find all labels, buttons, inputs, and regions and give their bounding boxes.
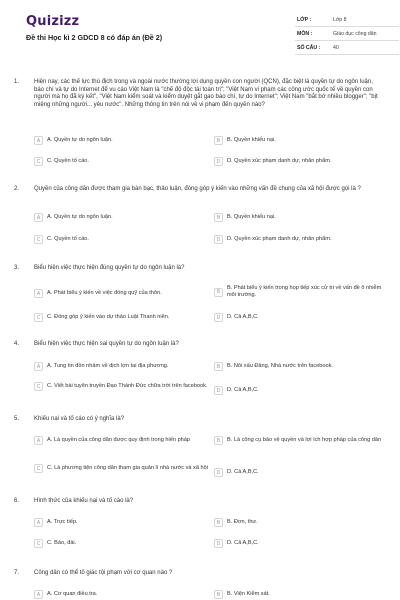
option-text: B. Nói xấu Đảng, Nhà nước trên facebook. [227, 363, 333, 369]
option-text: A. Tung tin đồn nhảm về dịch lợn tai địa phương. [47, 363, 169, 369]
class-value: Lớp 8 [333, 16, 347, 23]
option-letter-box: D [214, 313, 223, 322]
option-b[interactable] [214, 213, 386, 222]
option-letter-box: C [34, 464, 43, 473]
option-a[interactable] [34, 289, 209, 298]
option-letter-box: B [214, 590, 223, 599]
document-title: Đề thi Học kì 2 GDCD 8 có đáp án (Đề 2) [26, 33, 163, 42]
info-table [295, 13, 399, 55]
option-text: C. Là phương tiện công dân tham gia quản lí nhà nước và xã hội [47, 465, 208, 471]
option-letter-box: C [34, 235, 43, 244]
option-d[interactable] [214, 157, 386, 166]
option-a[interactable] [34, 362, 209, 371]
option-text: B. Đơn, thư. [227, 519, 258, 525]
question-text: Quyền của công dân được tham gia bàn bạc, thảo luận, đóng góp ý kiến vào những vấn đề chung của xã hội được gọi là ? [34, 186, 361, 192]
option-c[interactable] [34, 313, 209, 322]
option-letter-box: A [34, 289, 43, 298]
option-text: D. Cả A,B,C. [227, 314, 259, 320]
question-number: 3. [14, 265, 20, 271]
option-text: D. Quyền xúc phạm danh dự, nhân phẩm. [227, 236, 332, 242]
option-text: C. Báo, đài. [47, 540, 77, 546]
option-letter-box: B [214, 136, 223, 145]
option-b[interactable] [214, 590, 386, 599]
option-text: D. Cả A,B,C. [227, 387, 259, 393]
option-text: B. Quyền khiếu nại. [227, 214, 276, 220]
question-text: Hình thức của khiếu nại và tố cáo là? [34, 498, 134, 504]
question-number: 2. [14, 186, 20, 192]
option-text: B. Viện Kiểm sát. [227, 591, 270, 597]
option-text: B. Phát biểu ý kiến trong họp tiếp xúc cử tri về vấn đề ô nhiễm môi trường. [227, 285, 382, 298]
subject-value: Giáo dục công dân [333, 30, 377, 37]
option-letter-box: A [34, 362, 43, 371]
option-letter-box: B [214, 213, 223, 222]
option-b[interactable] [214, 136, 386, 145]
class-label: LỚP : [297, 16, 312, 23]
option-text: B. Là công cụ bảo vệ quyền và lợi ích hợp pháp của công dân [227, 437, 382, 443]
option-d[interactable] [214, 386, 386, 395]
option-text: A. Cơ quan điều tra. [47, 591, 98, 597]
option-d[interactable] [214, 313, 386, 322]
option-c[interactable] [34, 382, 209, 391]
option-a[interactable] [34, 590, 209, 599]
option-letter-box: B [214, 436, 223, 445]
question-number: 4. [14, 341, 20, 347]
option-b[interactable] [214, 518, 386, 527]
question-text: Biểu hiện việc thực hiện đúng quyền tự do ngôn luận là? [34, 265, 185, 271]
question-number: 6. [14, 498, 20, 504]
option-text: A. Phát biểu ý kiến về việc đóng quỹ của thôn. [47, 290, 162, 296]
option-letter-box: C [34, 313, 43, 322]
question-count-value: 40 [333, 44, 339, 51]
subject-label: MÔN : [297, 30, 313, 37]
option-letter-box: C [34, 539, 43, 548]
option-text: A. Là quyền của công dân được quy định trong hiến pháp [47, 437, 191, 443]
option-letter-box: D [214, 157, 223, 166]
option-b[interactable] [214, 362, 386, 371]
info-row-count [295, 41, 399, 55]
option-text: D. Cả A,B,C. [227, 469, 259, 475]
option-letter-box: A [34, 518, 43, 527]
option-letter-box: A [34, 436, 43, 445]
question-number: 1. [14, 79, 20, 85]
question-count-label: SỐ CÂU : [297, 44, 321, 51]
option-c[interactable] [34, 464, 209, 473]
option-letter-box: D [214, 235, 223, 244]
option-text: A. Quyền tự do ngôn luận. [47, 214, 113, 220]
option-text: B. Quyền khiếu nại. [227, 137, 276, 143]
option-c[interactable] [34, 235, 209, 244]
option-text: C. Viết bài tuyên truyền Đạo Thánh Đức chữa trời trên facebook. [47, 383, 208, 389]
question-number: 7. [14, 570, 20, 576]
option-letter-box: B [214, 362, 223, 371]
option-text: A. Quyền tự do ngôn luận. [47, 137, 113, 143]
option-c[interactable] [34, 539, 209, 548]
option-letter-box: D [214, 386, 223, 395]
question-text: Khiếu nại và tố cáo có ý nghĩa là? [34, 416, 125, 422]
question-number: 5. [14, 416, 20, 422]
option-b[interactable] [214, 285, 386, 299]
option-d[interactable] [214, 468, 386, 477]
option-letter-box: C [34, 382, 43, 391]
option-text: D. Cả A,B,C. [227, 540, 259, 546]
option-d[interactable] [214, 235, 386, 244]
option-letter-box: A [34, 590, 43, 599]
option-text: C. Quyền tố cáo. [47, 158, 89, 164]
option-letter-box: B [214, 518, 223, 527]
option-text: A. Trực tiếp. [47, 519, 78, 525]
option-letter-box: D [214, 468, 223, 477]
info-row-class [295, 13, 399, 27]
info-row-subject [295, 27, 399, 41]
option-d[interactable] [214, 539, 386, 548]
option-letter-box: B [214, 288, 223, 297]
option-text: D. Quyền xúc phạm danh dự, nhân phẩm. [227, 158, 332, 164]
option-letter-box: A [34, 136, 43, 145]
option-a[interactable] [34, 213, 209, 222]
option-letter-box: C [34, 157, 43, 166]
option-text: C. Quyền tố cáo. [47, 236, 89, 242]
question-text: Công dân có thể tố giác tội phạm với cơ quan nào ? [34, 570, 173, 576]
worksheet-header [12, 0, 388, 68]
option-b[interactable] [214, 436, 386, 445]
option-a[interactable] [34, 136, 209, 145]
option-letter-box: A [34, 213, 43, 222]
question-text: Biểu hiện việc thực hiện sai quyền tự do ngôn luận là? [34, 341, 179, 347]
option-a[interactable] [34, 436, 209, 445]
option-letter-box: D [214, 539, 223, 548]
question-text: Hiện nay, các thế lực thù địch trong và ngoài nước thường lợi dụng quyền con người (QCN), đặc biệt là quyền tự do ngôn luận, báo chí và tự do Internet để vu cáo Việt Nam là "chế độ độc tài toàn trị"; "Việt Nam vi phạm các công ước quốc tế về quyền con người mà họ đã ký kết", "Việt Nam kiểm soát và kiểm duyệt gắt gao báo chí, tự do Internet"; Việt Nam "bắt bớ nhiều blogger"; "bịt miệng những người... yêu nước". Những thông tin trên nói về vi phạm đến quyền nào? [34, 79, 378, 108]
option-a[interactable] [34, 518, 209, 527]
quizizz-logo: Quizizz [26, 14, 80, 29]
option-text: C. Đóng góp ý kiến vào dự thảo Luật Thanh niên. [47, 314, 170, 320]
option-c[interactable] [34, 157, 209, 166]
